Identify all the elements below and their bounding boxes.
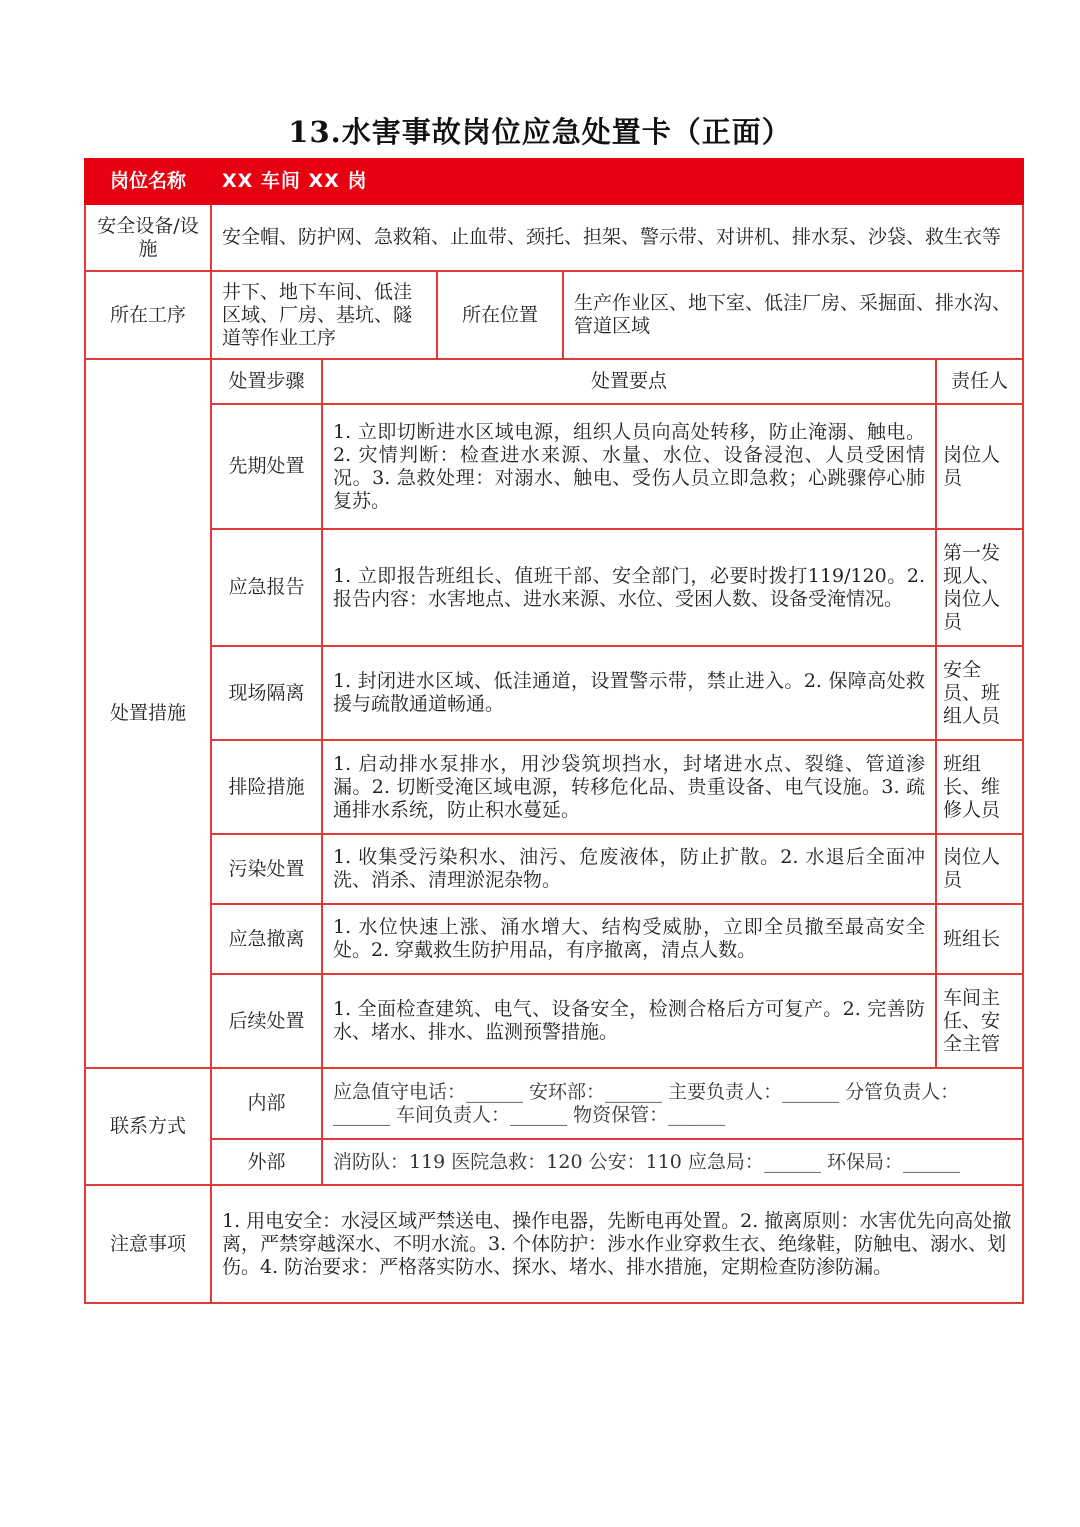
table-row	[85, 974, 1023, 1068]
notes-label: 注意事项	[85, 1185, 211, 1303]
equipment-label: 安全设备/设施	[85, 204, 211, 271]
col-step-header: 处置步骤	[211, 359, 322, 404]
step-name: 现场隔离	[211, 646, 322, 740]
step-points: 1. 立即切断进水区域电源，组织人员向高处转移，防止淹溺、触电。2. 灾情判断：检查进水来源、水量、水位、设备浸泡、人员受困情况。3. 急救处理：对溺水、触电、受伤人员立即急救；心跳骤停心肺复苏。	[322, 404, 936, 529]
step-person: 班组长、维修人员	[936, 740, 1023, 834]
contact-internal-value: 应急值守电话：______ 安环部：______ 主要负责人：______ 分管负责人：______ 车间负责人：______ 物资保管：______	[322, 1068, 1023, 1139]
step-points: 1. 启动排水泵排水，用沙袋筑坝挡水，封堵进水点、裂缝、管道渗漏。2. 切断受淹区域电源，转移危化品、贵重设备、电气设施。3. 疏通排水系统，防止积水蔓延。	[322, 740, 936, 834]
step-points: 1. 水位快速上涨、涌水增大、结构受威胁，立即全员撤至最高安全处。2. 穿戴救生防护用品，有序撤离，清点人数。	[322, 904, 936, 974]
step-person: 车间主任、安全主管	[936, 974, 1023, 1068]
contact-label: 联系方式	[85, 1068, 211, 1185]
position-name-label: 岗位名称	[85, 159, 211, 204]
step-name: 应急报告	[211, 529, 322, 646]
step-points: 1. 收集受污染积水、油污、危废液体，防止扩散。2. 水退后全面冲洗、消杀、清理淤泥杂物。	[322, 834, 936, 904]
notes-row	[85, 1185, 1023, 1303]
location-value: 生产作业区、地下室、低洼厂房、采掘面、排水沟、管道区域	[563, 271, 1023, 359]
col-person-header: 责任人	[936, 359, 1023, 404]
process-row	[85, 271, 1023, 359]
step-name: 先期处置	[211, 404, 322, 529]
contact-external-value: 消防队：119 医院急救：120 公安：110 应急局：______ 环保局：______	[322, 1139, 1023, 1185]
equipment-value: 安全帽、防护网、急救箱、止血带、颈托、担架、警示带、对讲机、排水泵、沙袋、救生衣等	[211, 204, 1023, 271]
step-name: 后续处置	[211, 974, 322, 1068]
measures-head-row	[85, 359, 1023, 404]
step-name: 排险措施	[211, 740, 322, 834]
col-points-header: 处置要点	[322, 359, 936, 404]
contact-internal-row	[85, 1068, 1023, 1139]
step-person: 岗位人员	[936, 404, 1023, 529]
table-row	[85, 646, 1023, 740]
table-row	[85, 834, 1023, 904]
table-row	[85, 904, 1023, 974]
table-row	[85, 529, 1023, 646]
step-person: 安全员、班组人员	[936, 646, 1023, 740]
table-row	[85, 404, 1023, 529]
equipment-row	[85, 204, 1023, 271]
step-person: 班组长	[936, 904, 1023, 974]
contact-external-label: 外部	[211, 1139, 322, 1185]
step-points: 1. 立即报告班组长、值班干部、安全部门，必要时拨打119/120。2. 报告内容：水害地点、进水来源、水位、受困人数、设备受淹情况。	[322, 529, 936, 646]
position-name-value: XX 车间 XX 岗	[211, 159, 1023, 204]
process-label: 所在工序	[85, 271, 211, 359]
step-name: 污染处置	[211, 834, 322, 904]
step-points: 1. 封闭进水区域、低洼通道，设置警示带，禁止进入。2. 保障高处救援与疏散通道畅通。	[322, 646, 936, 740]
emergency-card-table	[84, 158, 1024, 1304]
contact-external-row	[85, 1139, 1023, 1185]
location-label: 所在位置	[437, 271, 563, 359]
step-points: 1. 全面检查建筑、电气、设备安全，检测合格后方可复产。2. 完善防水、堵水、排水、监测预警措施。	[322, 974, 936, 1068]
table-row	[85, 740, 1023, 834]
step-person: 第一发现人、岗位人员	[936, 529, 1023, 646]
step-person: 岗位人员	[936, 834, 1023, 904]
page-title: 13.水害事故岗位应急处置卡（正面）	[288, 115, 792, 149]
step-name: 应急撤离	[211, 904, 322, 974]
header-row	[85, 159, 1023, 204]
process-value: 井下、地下车间、低洼区域、厂房、基坑、隧道等作业工序	[211, 271, 437, 359]
notes-value: 1. 用电安全：水浸区域严禁送电、操作电器，先断电再处置。2. 撤离原则：水害优先向高处撤离，严禁穿越深水、不明水流。3. 个体防护：涉水作业穿救生衣、绝缘鞋，防触电、溺水、划伤。4. 防治要求：严格落实防水、探水、堵水、排水措施，定期检查防渗防漏。	[211, 1185, 1023, 1303]
contact-internal-label: 内部	[211, 1068, 322, 1139]
measures-label: 处置措施	[85, 359, 211, 1068]
